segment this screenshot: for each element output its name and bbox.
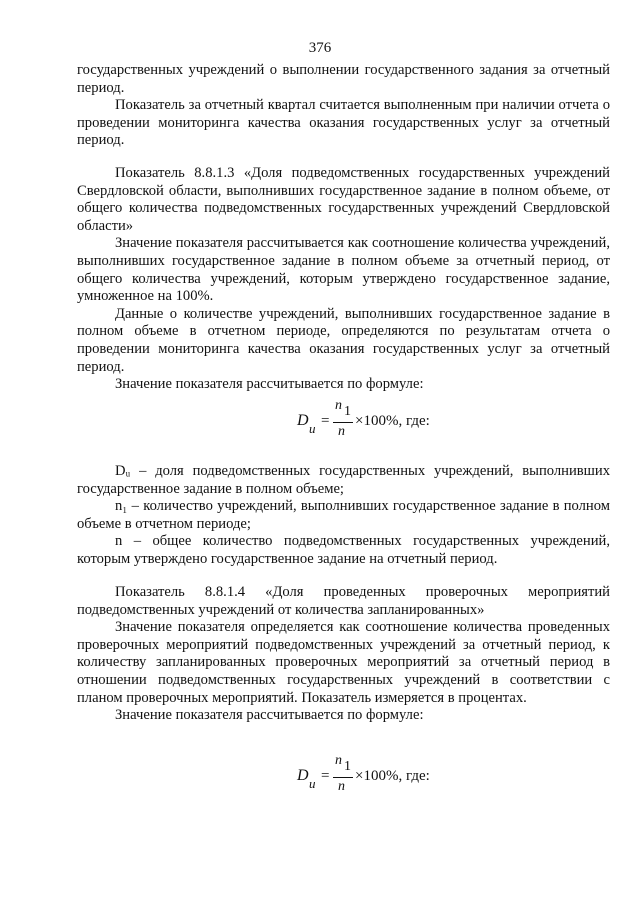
page-number: 376 <box>308 40 332 56</box>
indicator-heading-8-8-1-4: Показатель 8.8.1.4 «Доля проведенных проверочных мероприятий подведомственных учреждений от количества запланированных» <box>77 584 610 618</box>
text-block-1 <box>77 62 610 150</box>
definition-Du: Dᵤ – доля подведомственных государственных учреждений, выполнивших государственное задание в полном объеме; <box>77 463 610 497</box>
paragraph: Показатель за отчетный квартал считается выполненным при наличии отчета о проведении мониторинга качества оказания государственных услуг за отчетный период. <box>77 97 610 149</box>
formula-denominator: n <box>338 779 345 794</box>
paragraph: Значение показателя рассчитывается по формуле: <box>115 376 424 393</box>
fraction-bar <box>333 777 353 778</box>
formula-numerator: n <box>335 753 342 768</box>
formula-subscript: u <box>309 776 316 791</box>
formula-numerator: n <box>335 398 342 413</box>
formula-tail: ×100%, где: <box>355 413 430 429</box>
formula-denominator: n <box>338 424 345 439</box>
formula-equals: = <box>321 768 330 784</box>
formula-2 <box>0 753 640 799</box>
fraction-bar <box>333 422 353 423</box>
text-block-3 <box>77 463 610 569</box>
text-block-2 <box>77 165 610 394</box>
paragraph: Значение показателя рассчитывается по формуле: <box>115 707 424 724</box>
text-block-4 <box>77 584 610 725</box>
indicator-heading-8-8-1-3: Показатель 8.8.1.3 «Доля подведомственных государственных учреждений Свердловской области, выполнивших государственное задание в полном объеме, от общего количества подведомственных государственных учреждений Свердловской области» <box>77 165 610 234</box>
definition-n1: n₁ – количество учреждений, выполнивших государственное задание в полном объеме в отчетном периоде; <box>77 498 610 532</box>
paragraph: государственных учреждений о выполнении государственного задания за отчетный период. <box>77 62 610 96</box>
definition-n: n – общее количество подведомственных государственных учреждений, которым утверждено государственное задание на отчетный период. <box>77 533 610 567</box>
formula-numerator-subscript: 1 <box>344 404 351 419</box>
formula-subscript: u <box>309 421 316 436</box>
paragraph: Значение показателя рассчитывается как соотношение количества учреждений, выполнивших государственное задание в полном объеме за отчетный период, от общего количества учреждений, которым утверждено государственное задание, умноженное на 100%. <box>77 235 610 305</box>
formula-numerator-subscript: 1 <box>344 759 351 774</box>
formula-tail: ×100%, где: <box>355 768 430 784</box>
formula-1 <box>0 398 640 444</box>
paragraph: Данные о количестве учреждений, выполнивших государственное задание в полном объеме в отчетном периоде, определяются по результатам отчета о проведении мониторинга качества оказания государственных услуг за отчетный период. <box>77 305 610 375</box>
formula-equals: = <box>321 413 330 429</box>
formula-symbol-D: D <box>297 412 309 429</box>
formula-symbol-D: D <box>297 767 309 784</box>
paragraph: Значение показателя определяется как соотношение количества проведенных проверочных мероприятий подведомственных учреждений за отчетный период, к количеству запланированных проверочных мероприятий за отчетный период в отношении подведомственных государственных учреждений в соответствии с планом проверочных мероприятий. Показатель измеряется в процентах. <box>77 619 610 706</box>
